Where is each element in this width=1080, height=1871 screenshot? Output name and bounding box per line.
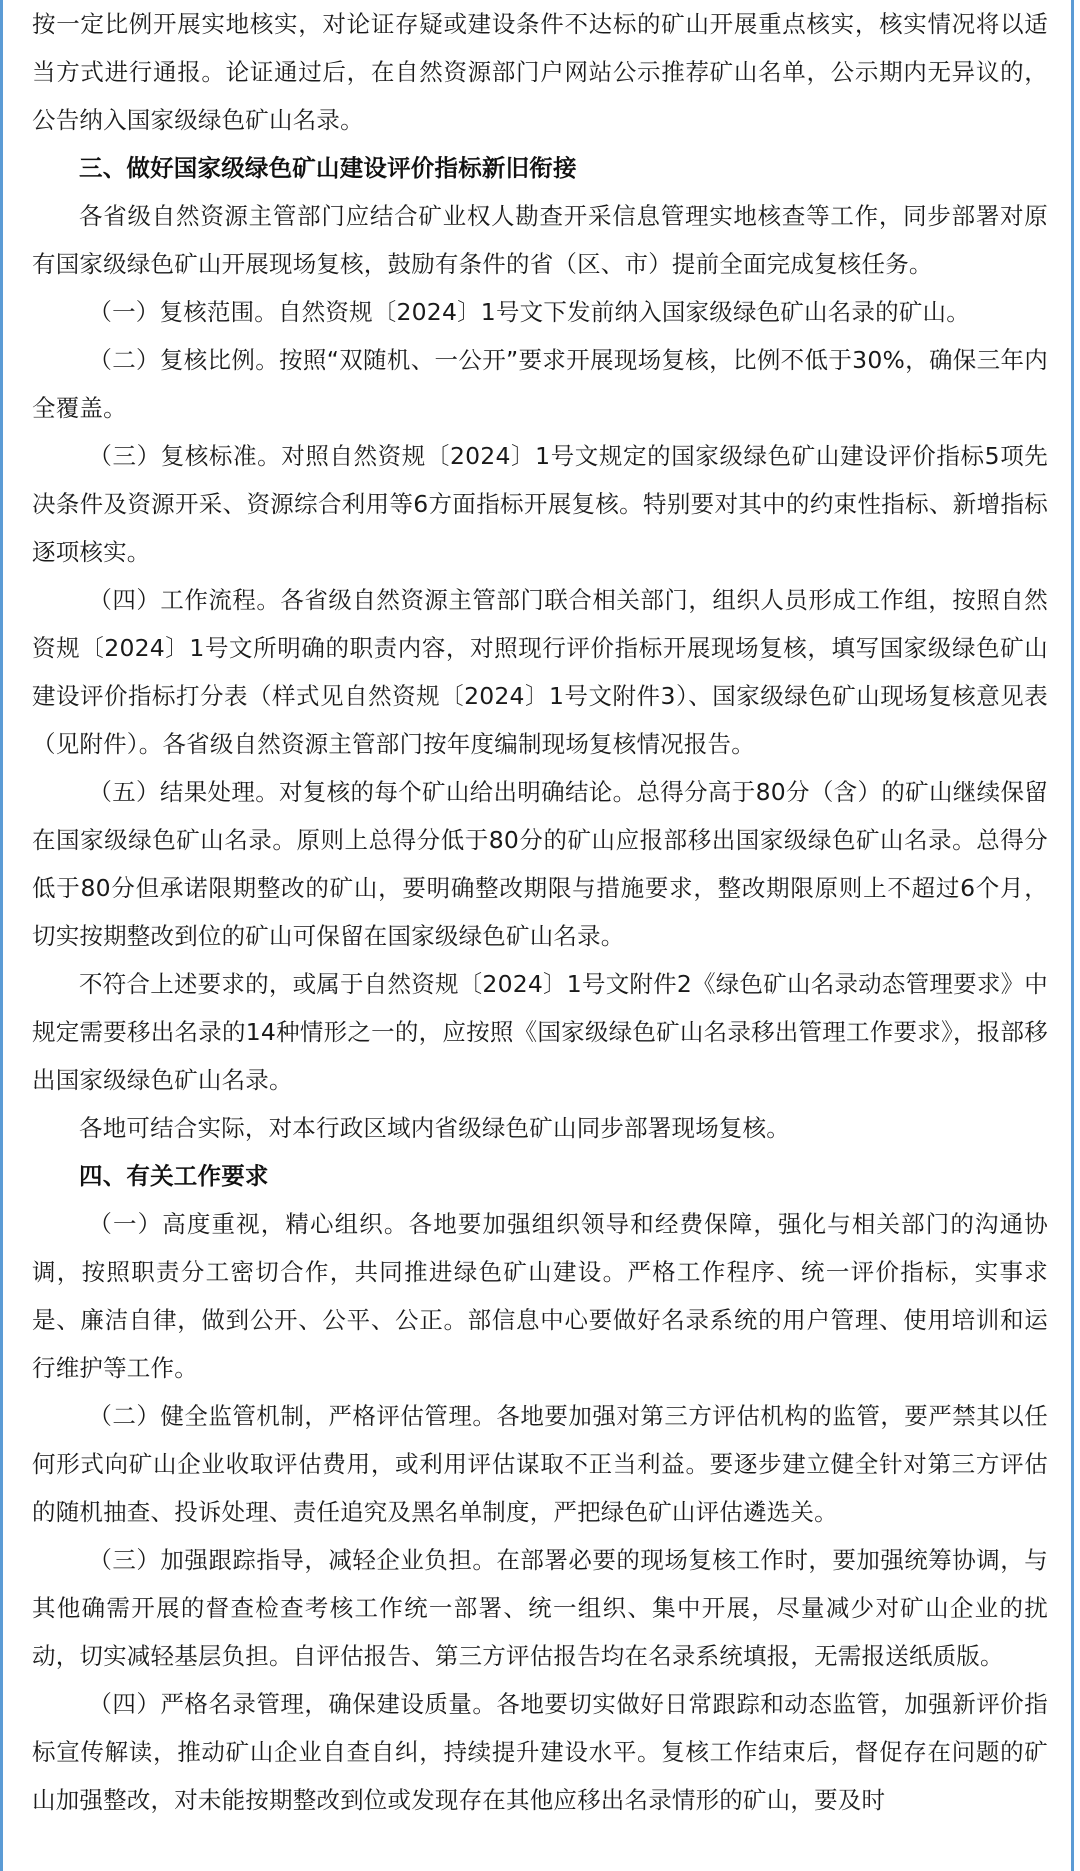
paragraph-review-scope: （一）复核范围。自然资规〔2024〕1号文下发前纳入国家级绿色矿山名录的矿山。 — [88, 298, 970, 326]
paragraph: 不符合上述要求的，或属于自然资规〔2024〕1号文附件2《绿色矿山名录动态管理要求》中规定需要移出名录的14种情形之一的，应按照《国家级绿色矿山名录移出管理工作要求》，报部移出国家级绿色矿山名录。 — [32, 970, 1048, 1094]
section-heading-4: 四、有关工作要求 — [79, 1162, 269, 1190]
paragraph-requirement-4: （四）严格名录管理，确保建设质量。各地要切实做好日常跟踪和动态监管，加强新评价指标宣传解读，推动矿山企业自查自纠，持续提升建设水平。复核工作结束后，督促存在问题的矿山加强整改，对未能按期整改到位或发现存在其他应移出名录情形的矿山，要及时 — [32, 1690, 1048, 1814]
section-heading-3: 三、做好国家级绿色矿山建设评价指标新旧衔接 — [79, 154, 577, 182]
document-body — [32, 0, 1048, 1824]
paragraph-continuation: 按一定比例开展实地核实，对论证存疑或建设条件不达标的矿山开展重点核实，核实情况将以适当方式进行通报。论证通过后，在自然资源部门户网站公示推荐矿山名单，公示期内无异议的，公告纳入国家级绿色矿山名录。 — [32, 10, 1048, 134]
paragraph-requirement-3: （三）加强跟踪指导，减轻企业负担。在部署必要的现场复核工作时，要加强统筹协调，与其他确需开展的督查检查考核工作统一部署、统一组织、集中开展，尽量减少对矿山企业的扰动，切实减轻基层负担。自评估报告、第三方评估报告均在名录系统填报，无需报送纸质版。 — [32, 1546, 1048, 1670]
paragraph-result-handling: （五）结果处理。对复核的每个矿山给出明确结论。总得分高于80分（含）的矿山继续保留在国家级绿色矿山名录。原则上总得分低于80分的矿山应报部移出国家级绿色矿山名录。总得分低于80分但承诺限期整改的矿山，要明确整改期限与措施要求，整改期限原则上不超过6个月，切实按期整改到位的矿山可保留在国家级绿色矿山名录。 — [32, 778, 1048, 950]
paragraph: 各省级自然资源主管部门应结合矿业权人勘查开采信息管理实地核查等工作，同步部署对原有国家级绿色矿山开展现场复核，鼓励有条件的省（区、市）提前全面完成复核任务。 — [32, 202, 1048, 278]
paragraph-workflow: （四）工作流程。各省级自然资源主管部门联合相关部门，组织人员形成工作组，按照自然资规〔2024〕1号文所明确的职责内容，对照现行评价指标开展现场复核，填写国家级绿色矿山建设评价指标打分表（样式见自然资规〔2024〕1号文附件3）、国家级绿色矿山现场复核意见表（见附件）。各省级自然资源主管部门按年度编制现场复核情况报告。 — [32, 586, 1048, 758]
paragraph-requirement-2: （二）健全监管机制，严格评估管理。各地要加强对第三方评估机构的监管，要严禁其以任何形式向矿山企业收取评估费用，或利用评估谋取不正当利益。要逐步建立健全针对第三方评估的随机抽查、投诉处理、责任追究及黑名单制度，严把绿色矿山评估遴选关。 — [32, 1402, 1048, 1526]
paragraph-review-ratio: （二）复核比例。按照“双随机、一公开”要求开展现场复核，比例不低于30%，确保三年内全覆盖。 — [32, 346, 1048, 422]
paragraph-requirement-1: （一）高度重视，精心组织。各地要加强组织领导和经费保障，强化与相关部门的沟通协调，按照职责分工密切合作，共同推进绿色矿山建设。严格工作程序、统一评价指标，实事求是、廉洁自律，做到公开、公平、公正。部信息中心要做好名录系统的用户管理、使用培训和运行维护等工作。 — [32, 1210, 1048, 1382]
paragraph-review-standard: （三）复核标准。对照自然资规〔2024〕1号文规定的国家级绿色矿山建设评价指标5项先决条件及资源开采、资源综合利用等6方面指标开展复核。特别要对其中的约束性指标、新增指标逐项核实。 — [32, 442, 1048, 566]
paragraph: 各地可结合实际，对本行政区域内省级绿色矿山同步部署现场复核。 — [79, 1114, 790, 1142]
